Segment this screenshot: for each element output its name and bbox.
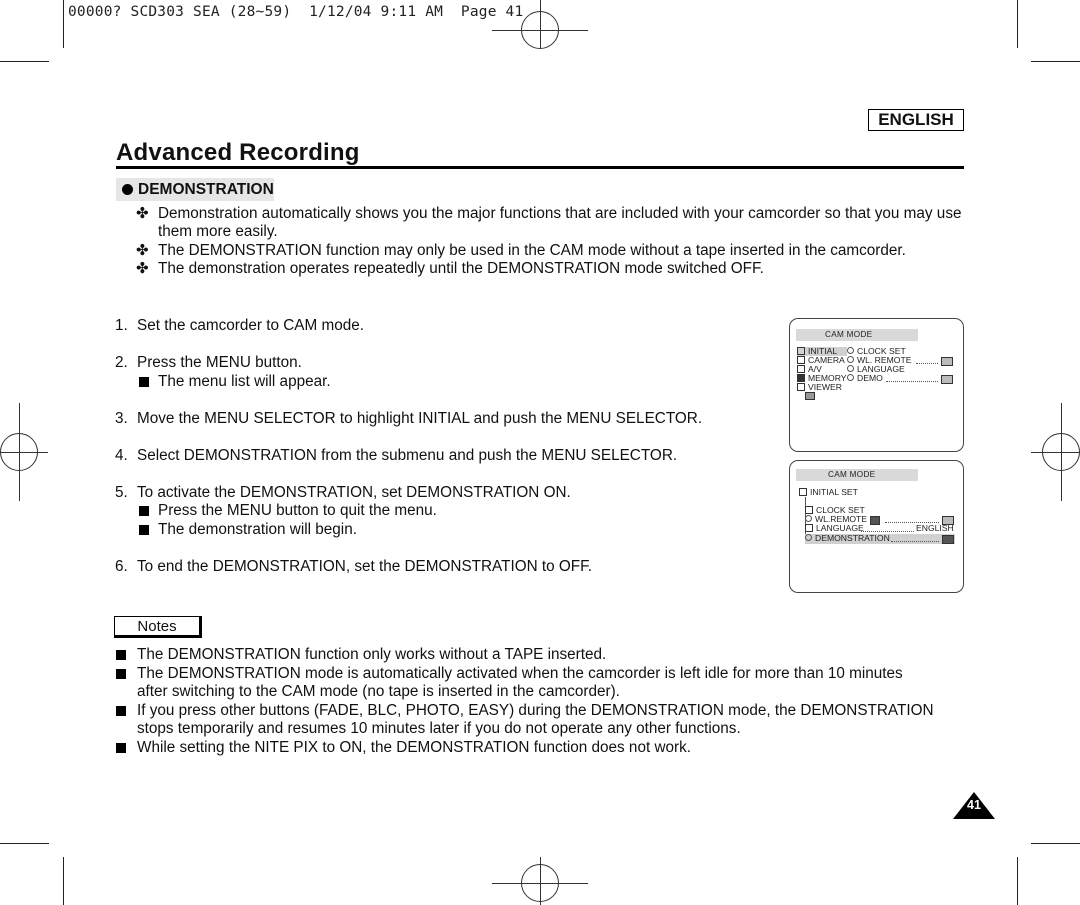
step-text: Move the MENU SELECTOR to highlight INITIAL and push the MENU SELECTOR.	[137, 409, 703, 427]
submenu-title: INITIAL SET	[799, 488, 858, 497]
setting-chip-icon	[941, 357, 953, 366]
page-number-badge	[953, 792, 995, 825]
square-bullet-icon	[116, 650, 126, 660]
step-subitem-text: The menu list will appear.	[158, 372, 331, 390]
submenu-language: LANGUAGE	[805, 524, 864, 533]
section-heading-text: DEMONSTRATION	[138, 181, 274, 198]
step-subitem-text: The demonstration will begin.	[158, 520, 357, 538]
submenu-wl-remote: WL.REMOTE	[805, 515, 867, 524]
notes-list	[116, 646, 936, 757]
intro-text: The demonstration operates repeatedly until the DEMONSTRATION mode switched OFF.	[158, 259, 764, 277]
cross-bullet-icon: ✤	[136, 259, 149, 277]
option-circle-icon	[805, 515, 812, 522]
intro-list	[136, 205, 966, 278]
language-value: ENGLISH	[916, 523, 954, 533]
step-text: To end the DEMONSTRATION, set the DEMONSTRATION to OFF.	[137, 557, 593, 575]
dot-leader	[916, 363, 938, 364]
note-text: If you press other buttons (FADE, BLC, PHOTO, EASY) during the DEMONSTRATION mode, the DEMONSTRATION stops temporarily and resumes 10 minutes later if you do not operate any other functions.	[137, 701, 934, 737]
remote-icon	[870, 516, 880, 525]
dot-leader	[886, 381, 938, 382]
language-badge: ENGLISH	[868, 109, 964, 131]
page-title: Advanced Recording	[116, 139, 360, 166]
title-rule	[116, 166, 964, 169]
viewer-icon	[797, 383, 805, 391]
step-number: 2.	[115, 354, 128, 371]
intro-item	[136, 260, 966, 278]
step-subitem-text: Press the MENU button to quit the menu.	[158, 502, 437, 519]
note-item	[116, 665, 936, 702]
square-bullet-icon	[139, 525, 149, 535]
print-slug: 00000? SCD303 SEA (28~59) 1/12/04 9:11 AM Page 41	[68, 4, 524, 20]
step-item	[115, 484, 755, 540]
option-circle-icon	[847, 365, 854, 372]
square-bullet-icon	[139, 506, 149, 516]
step-text: Set the camcorder to CAM mode.	[137, 317, 364, 334]
square-bullet-icon	[116, 669, 126, 679]
step-text: To activate the DEMONSTRATION, set DEMONSTRATION ON.	[137, 483, 571, 501]
intro-item	[136, 205, 966, 242]
intro-item	[136, 242, 966, 260]
menu-item-camera: CAMERA	[797, 356, 845, 365]
step-subitem	[115, 521, 755, 540]
step-item	[115, 558, 755, 577]
tape-icon	[797, 347, 805, 355]
cross-bullet-icon: ✤	[136, 241, 149, 259]
menu-item-memory: MEMORY	[797, 374, 847, 383]
step-item	[115, 354, 755, 391]
step-number: 3.	[115, 409, 128, 427]
screen-header-text: CAM MODE	[828, 470, 876, 479]
menu-item-viewer: VIEWER	[797, 383, 842, 392]
clock-icon	[805, 506, 813, 514]
option-circle-icon	[847, 374, 854, 381]
setting-chip-icon	[941, 375, 953, 384]
submenu-wl-remote: WL. REMOTE	[847, 356, 911, 365]
camera-icon	[797, 356, 805, 364]
step-number: 4.	[115, 446, 128, 464]
square-bullet-icon	[116, 743, 126, 753]
step-text: Select DEMONSTRATION from the submenu and push the MENU SELECTOR.	[137, 446, 678, 464]
step-number: 6.	[115, 557, 128, 575]
step-item	[115, 317, 755, 336]
intro-text: Demonstration automatically shows you the major functions that are included with your camcorder so that you may use them more easily.	[158, 205, 962, 241]
submenu-language: LANGUAGE	[847, 365, 905, 374]
submenu-demonstration: DEMONSTRATION	[805, 534, 955, 544]
step-item	[115, 447, 755, 466]
dot-leader	[861, 531, 914, 532]
submenu-clock-set: CLOCK SET	[805, 506, 865, 515]
screen-header-bar	[796, 329, 918, 341]
screen-header-bar	[796, 469, 918, 481]
steps-list	[115, 317, 755, 595]
av-icon	[797, 365, 805, 373]
step-subitem	[115, 373, 755, 392]
note-text: The DEMONSTRATION function only works without a TAPE inserted.	[137, 646, 607, 663]
intro-text: The DEMONSTRATION function may only be used in the CAM mode without a tape inserted in the camcorder.	[158, 241, 906, 259]
notes-label: Notes	[114, 616, 202, 638]
dot-leader	[891, 541, 939, 542]
submenu-demo: DEMO	[847, 374, 883, 383]
option-circle-icon	[847, 356, 854, 363]
step-number: 5.	[115, 483, 128, 501]
bullet-dot-icon	[122, 184, 133, 195]
tape-icon	[799, 488, 807, 496]
menu-item-initial: INITIAL	[797, 347, 847, 356]
submenu-clock-set: CLOCK SET	[847, 347, 906, 356]
menu-screen-initial-set	[789, 460, 964, 593]
square-bullet-icon	[139, 377, 149, 387]
page-number: 41	[967, 798, 981, 812]
language-icon	[805, 524, 813, 532]
setting-chip-icon	[942, 535, 954, 544]
note-item	[116, 646, 936, 665]
return-icon	[805, 392, 815, 400]
note-text: The DEMONSTRATION mode is automatically activated when the camcorder is left idle for more than 10 minutes after switching to the CAM mode (no tape is inserted in the camcorder).	[137, 664, 903, 700]
step-subitem	[115, 502, 755, 521]
section-heading	[116, 178, 274, 201]
step-item	[115, 410, 755, 429]
option-circle-icon	[847, 347, 854, 354]
note-item	[116, 739, 936, 758]
memory-icon	[797, 374, 805, 382]
cross-bullet-icon: ✤	[136, 205, 149, 222]
note-text: While setting the NITE PIX to ON, the DEMONSTRATION function does not work.	[137, 738, 691, 756]
menu-item-av: A/V	[797, 365, 822, 374]
square-bullet-icon	[116, 706, 126, 716]
screen-header-text: CAM MODE	[825, 330, 873, 339]
menu-screen-cam-mode	[789, 318, 964, 452]
step-text: Press the MENU button.	[137, 354, 302, 371]
option-circle-icon	[805, 534, 812, 541]
step-number: 1.	[115, 317, 128, 334]
note-item	[116, 702, 936, 739]
